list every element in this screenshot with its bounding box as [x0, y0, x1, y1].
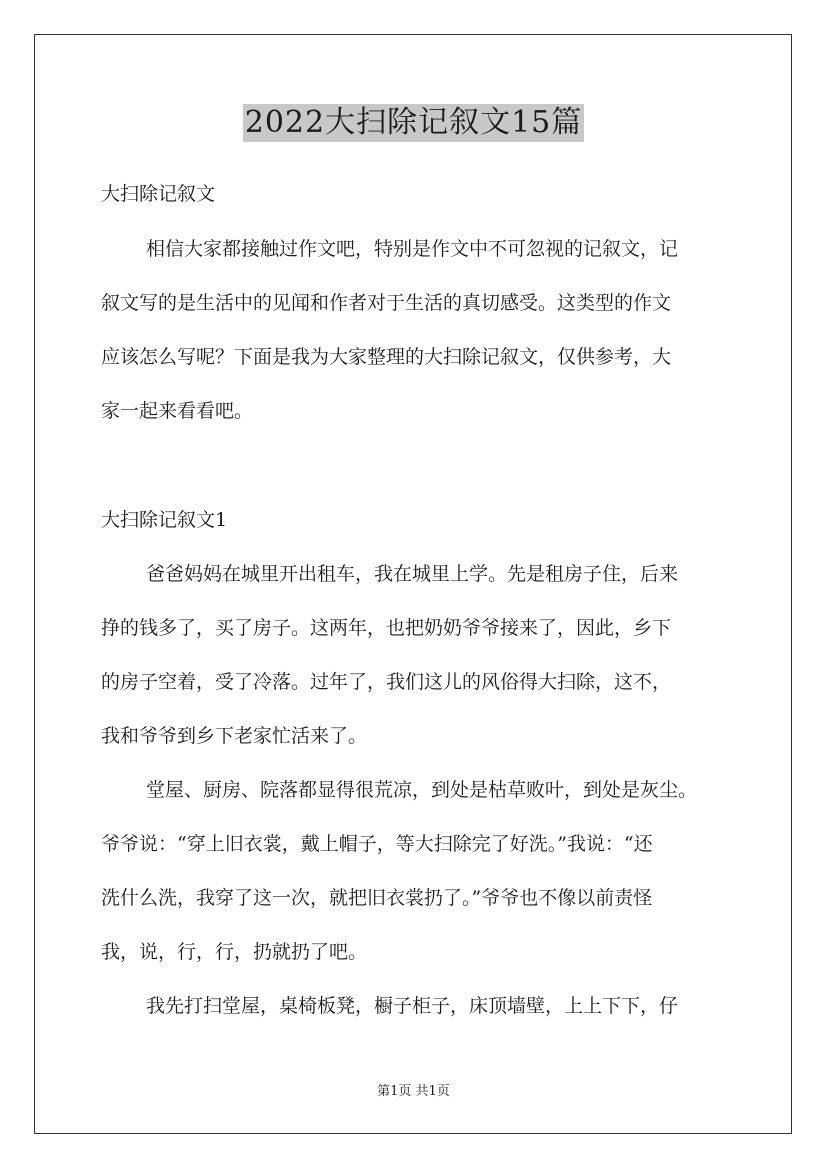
- paragraph-line: 堂屋、厨房、院落都显得很荒凉，到处是枯草败叶，到处是灰尘。: [146, 779, 698, 801]
- paragraph-line: 我先打扫堂屋，桌椅板凳，橱子柜子，床顶墙壁，上上下下，仔: [146, 995, 679, 1017]
- paragraph-line: 爷爷说：“穿上旧衣裳，戴上帽子，等大扫除完了好洗。”我说：“还: [101, 833, 653, 855]
- section-heading: 大扫除记叙文: [101, 183, 216, 205]
- paragraph-line: 洗什么洗，我穿了这一次，就把旧衣裳扔了。”爷爷也不像以前责怪: [101, 887, 653, 909]
- paragraph-line: 的房子空着，受了冷落。过年了，我们这儿的风俗得大扫除，这不，: [101, 671, 672, 693]
- intro-line: 家一起来看看吧。: [101, 400, 254, 422]
- document-title: 2022大扫除记叙文15篇: [244, 105, 583, 140]
- page-footer: 第1页 共1页: [377, 1084, 450, 1099]
- intro-line: 叙文写的是生活中的见闻和作者对于生活的真切感受。这类型的作文: [101, 292, 672, 314]
- intro-line: 相信大家都接触过作文吧，特别是作文中不可忽视的记叙文，记: [146, 238, 679, 260]
- paragraph-line: 我，说，行，行，扔就扔了吧。: [101, 941, 368, 963]
- paragraph-line: 挣的钱多了，买了房子。这两年，也把奶奶爷爷接来了，因此，乡下: [101, 617, 672, 639]
- paragraph-line: 爸爸妈妈在城里开出租车，我在城里上学。先是租房子住，后来: [146, 563, 679, 585]
- paragraph-line: 我和爷爷到乡下老家忙活来了。: [101, 725, 368, 747]
- intro-line: 应该怎么写呢？下面是我为大家整理的大扫除记叙文，仅供参考，大: [101, 346, 672, 368]
- section-heading-1: 大扫除记叙文1: [101, 509, 228, 531]
